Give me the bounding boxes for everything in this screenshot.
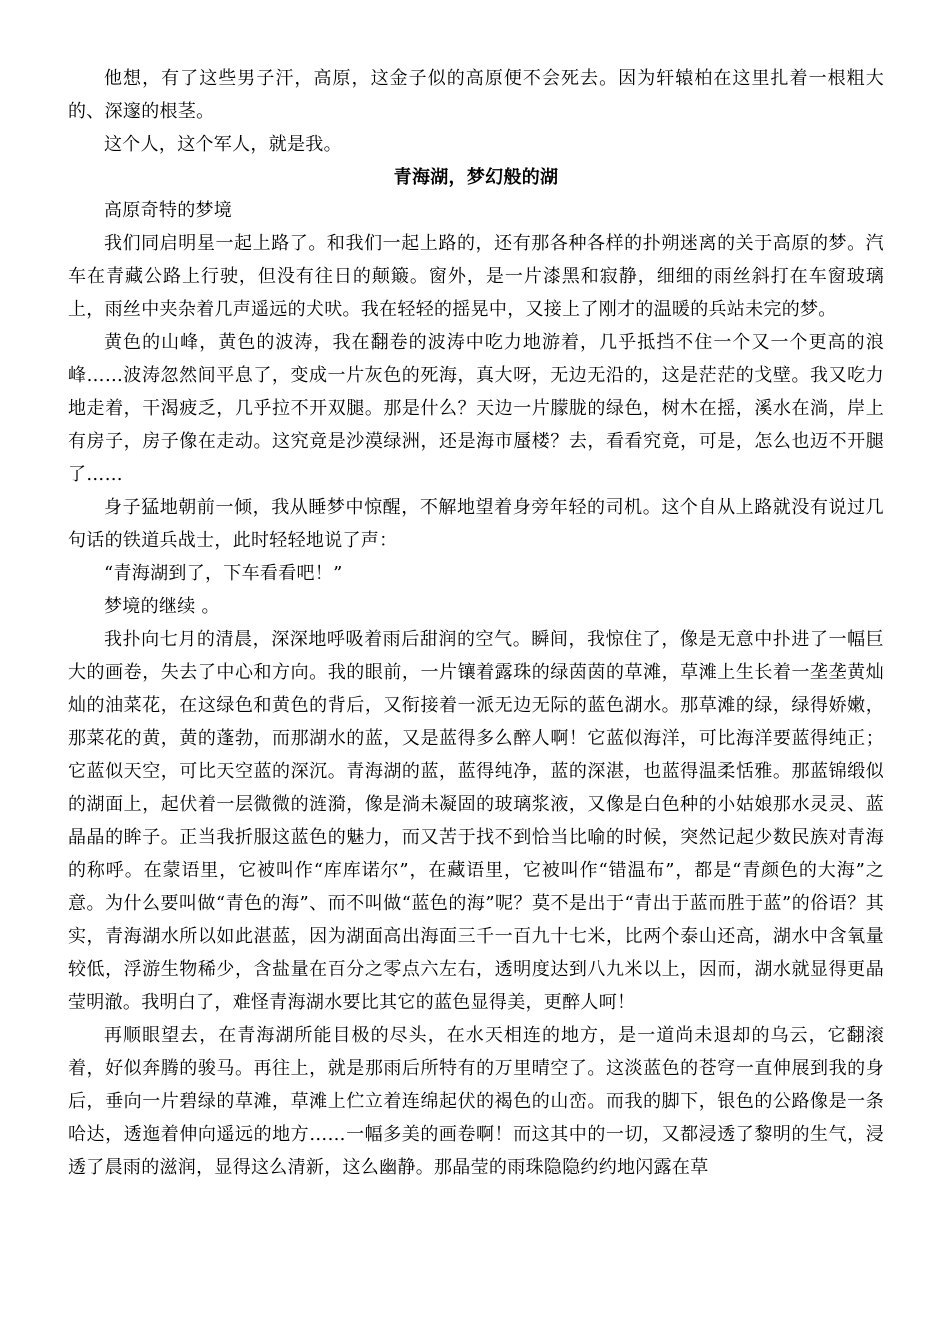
paragraph: 我们同启明星一起上路了。和我们一起上路的，还有那各种各样的扑朔迷离的关于高原的梦。汽车在青藏公路上行驶，但没有往日的颠簸。窗外，是一片漆黑和寂静，细细的雨丝斜打在车窗玻璃上，雨丝中夹杂着几声遥远的犬吠。我在轻轻的摇晃中，又接上了刚才的温暖的兵站未完的梦。 [68,233,884,320]
paragraph: 他想，有了这些男子汗，高原，这金子似的高原便不会死去。因为轩辕柏在这里扎着一根粗大的、深邃的根茎。 [68,68,884,122]
paragraph: 身子猛地朝前一倾，我从睡梦中惊醒，不解地望着身旁年轻的司机。这个自从上路就没有说过几句话的铁道兵战士，此时轻轻地说了声： [68,497,884,551]
paragraph: 这个人，这个军人，就是我。 [104,134,342,155]
quote-paragraph: “青海湖到了，下车看看吧！” [104,563,343,584]
paragraph: 我扑向七月的清晨，深深地呼吸着雨后甜润的空气。瞬间，我惊住了，像是无意中扑进了一幅巨大的画卷，失去了中心和方向。我的眼前，一片镶着露珠的绿茵茵的草滩，草滩上生长着一垄垄黄灿灿的油菜花，在这绿色和黄色的背后，又衔接着一派无边无际的蓝色湖水。那草滩的绿，绿得娇嫩，那菜花的黄，黄的蓬勃，而那湖水的蓝，又是蓝得多么醉人啊！它蓝似海洋，可比海洋要蓝得纯正；它蓝似天空，可比天空蓝的深沉。青海湖的蓝，蓝得纯净，蓝的深湛，也蓝得温柔恬雅。那蓝锦缎似的湖面上，起伏着一层微微的涟漪，像是淌未凝固的玻璃浆液，又像是白色种的小姑娘那水灵灵、蓝晶晶的眸子。正当我折服这蓝色的魅力，而又苦于找不到恰当比喻的时候，突然记起少数民族对青海的称呼。在蒙语里，它被叫作“库库诺尔”，在藏语里，它被叫作“错温布”，都是“青颜色的大海”之意。为什么要叫做“青色的海”、而不叫做“蓝色的海”呢？莫不是出于“青出于蓝而胜于蓝”的俗语？其实，青海湖水所以如此湛蓝，因为湖面高出海面三千一百九十七米，比两个泰山还高，湖水中含氧量较低，浮游生物稀少，含盐量在百分之零点六左右，透明度达到八九米以上，因而，湖水就显得更晶莹明澈。我明白了，难怪青海湖水要比其它的蓝色显得美，更醉人呵！ [68,629,884,1013]
paragraph: 黄色的山峰，黄色的波涛，我在翻卷的波涛中吃力地游着，几乎抵挡不住一个又一个更高的浪峰……波涛忽然间平息了，变成一片灰色的死海，真大呀，无边无沿的，这是茫茫的戈壁。我又吃力地走着，干渴疲乏，几乎拉不开双腿。那是什么？天边一片朦胧的绿色，树木在摇，溪水在淌，岸上有房子，房子像在走动。这究竟是沙漠绿洲，还是海市蜃楼？去，看看究竟，可是，怎么也迈不开腿了…… [68,332,884,485]
subtitle: 梦境的继续 。 [104,596,220,617]
paragraph: 再顺眼望去，在青海湖所能目极的尽头，在水天相连的地方，是一道尚未退却的乌云，它翻滚着，好似奔腾的骏马。再往上，就是那雨后所特有的万里晴空了。这淡蓝色的苍穹一直伸展到我的身后，垂向一片碧绿的草滩，草滩上伫立着连绵起伏的褐色的山峦。而我的脚下，银色的公路像是一条哈达，透迤着伸向遥远的地方……一幅多美的画卷啊！而这其中的一切，又都浸透了黎明的生气，浸透了晨雨的滋润，显得这么清新，这么幽静。那晶莹的雨珠隐隐约约地闪露在草 [68,1025,884,1178]
document-body [68,62,884,1184]
section-title: 青海湖，梦幻般的湖 [393,167,559,188]
subtitle: 高原奇特的梦境 [104,200,233,221]
